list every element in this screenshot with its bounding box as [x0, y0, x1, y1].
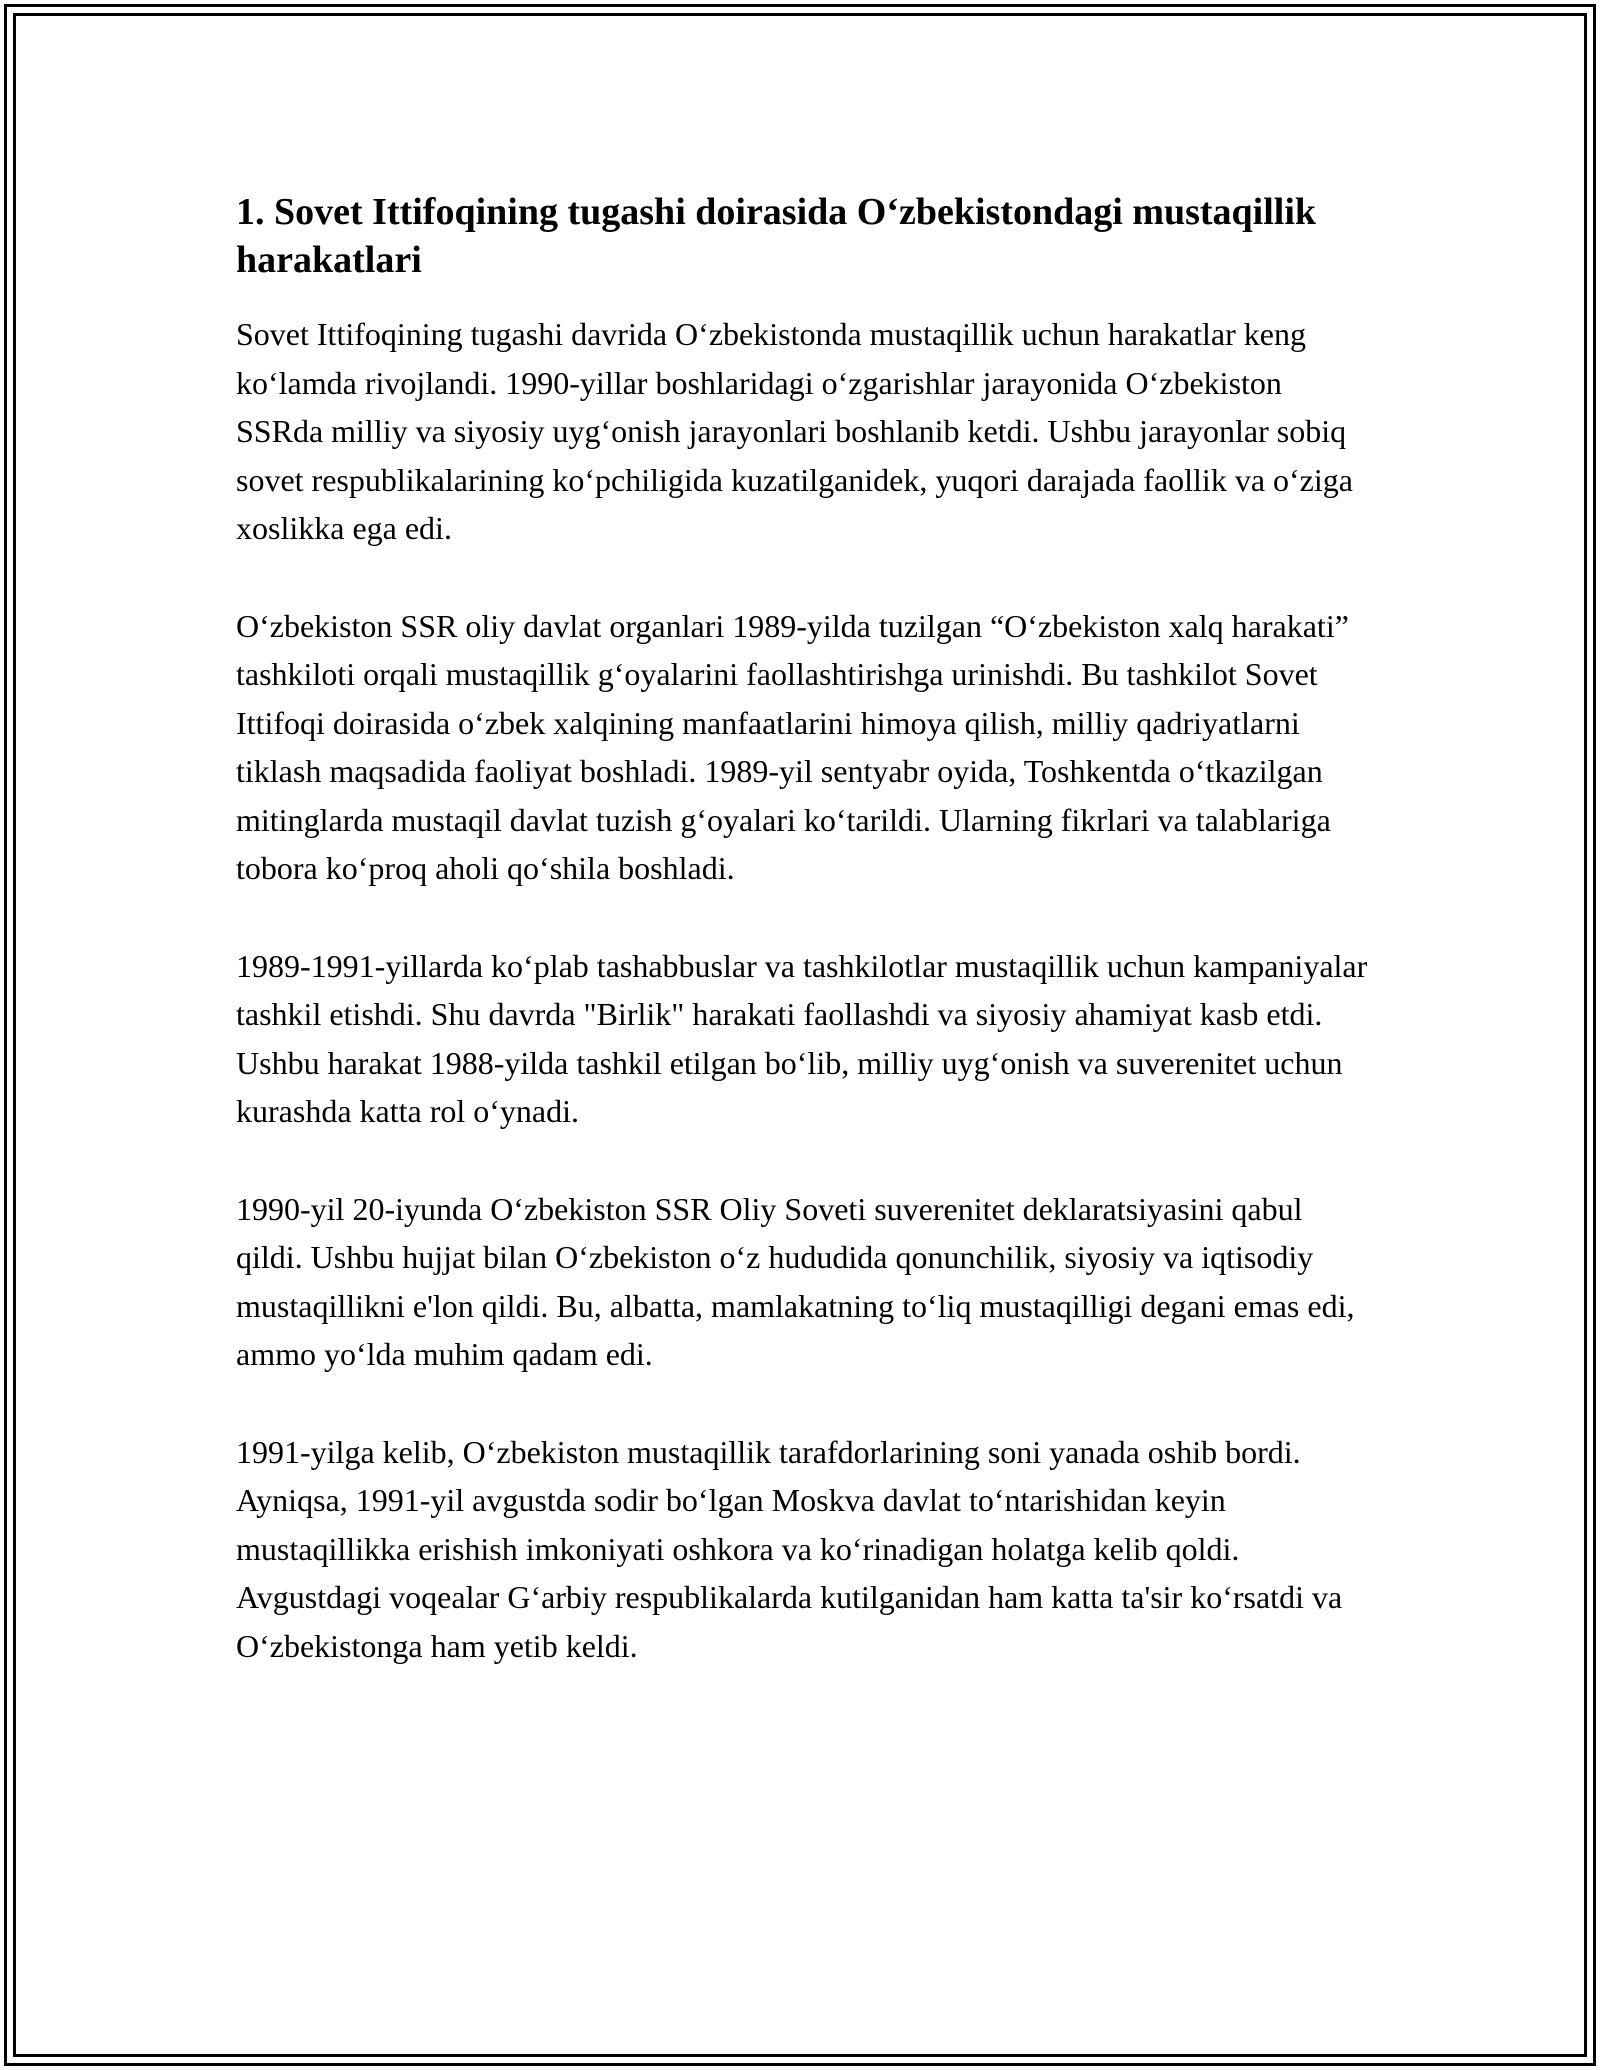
- paragraph-4: 1990-yil 20-iyunda O‘zbekiston SSR Oliy Soveti suverenitet deklaratsiyasini qabul qildi. Ushbu hujjat bilan O‘zbekiston o‘z hududida qonunchilik, siyosiy va iqtisodiy mustaqillikni e'lon qildi. Bu, albatta, mamlakatning to‘liq mustaqilligi degani emas edi, ammo yo‘lda muhim qadam edi.: [236, 1190, 1355, 1372]
- paragraph-3: 1989-1991-yillarda ko‘plab tashabbuslar va tashkilotlar mustaqillik uchun kampaniyalar tashkil etishdi. Shu davrda "Birlik" harakati faollashdi va siyosiy ahamiyat kasb etdi. Ushbu harakat 1988-yilda tashkil etilgan bo‘lib, milliy uyg‘onish va suverenitet uchun kurashda katta rol o‘ynadi.: [236, 947, 1368, 1129]
- paragraph-1: Sovet Ittifoqining tugashi davrida O‘zbekistonda mustaqillik uchun harakatlar keng ko‘lamda rivojlandi. 1990-yillar boshlaridagi o‘zgarishlar jarayonida O‘zbekiston SSRda milliy va siyosiy uyg‘onish jarayonlari boshlanib ketdi. Ushbu jarayonlar sobiq sovet respublikalarining ko‘pchiligida kuzatilganidek, yuqori darajada faollik va o‘ziga xoslikka ega edi.: [236, 316, 1353, 546]
- document-body: [236, 188, 1376, 1670]
- section-title: 1. Sovet Ittifoqining tugashi doirasida O‘zbekistondagi mustaqillik harakatlari: [236, 191, 1317, 281]
- paragraph-5: 1991-yilga kelib, O‘zbekiston mustaqillik tarafdorlarining soni yanada oshib bordi. Ayniqsa, 1991-yil avgustda sodir bo‘lgan Moskva davlat to‘ntarishidan keyin mustaqillikka erishish imkoniyati oshkora va ko‘rinadigan holatga kelib qoldi. Avgustdagi voqealar G‘arbiy respublikalarda kutilganidan ham katta ta'sir ko‘rsatdi va O‘zbekistonga ham yetib keldi.: [236, 1433, 1343, 1664]
- paragraph-2: O‘zbekiston SSR oliy davlat organlari 1989-yilda tuzilgan “O‘zbekiston xalq harakati” tashkiloti orqali mustaqillik g‘oyalarini faollashtirishga urinishdi. Bu tashkilot Sovet Ittifoqi doirasida o‘zbek xalqining manfaatlarini himoya qilish, milliy qadriyatlarni tiklash maqsadida faoliyat boshladi. 1989-yil sentyabr oyida, Toshkentda o‘tkazilgan mitinglarda mustaqil davlat tuzish g‘oyalari ko‘tarildi. Ularning fikrlari va talablariga tobora ko‘proq aholi qo‘shila boshladi.: [236, 607, 1349, 886]
